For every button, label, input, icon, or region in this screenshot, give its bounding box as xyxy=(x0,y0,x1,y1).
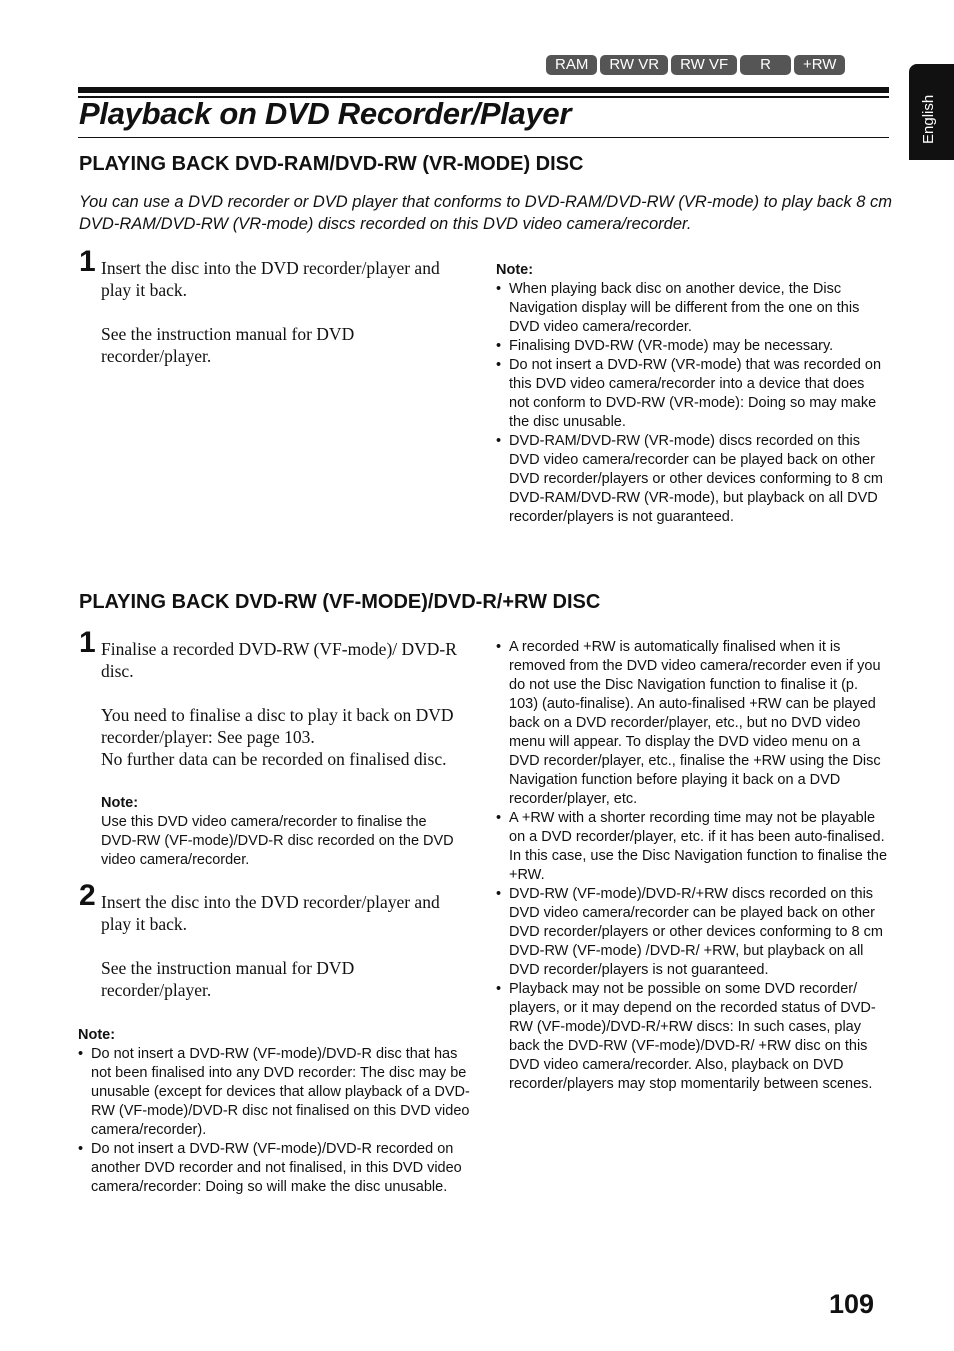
badge-r: R xyxy=(740,55,791,75)
note-item: • Playback may not be possible on some DVD recorder/ players, or it may depend on the recorded status of DVD-RW (VF-mode)/DVD-R/+RW discs: In such cases, play back the DVD-RW (VF-mode)/DVD-R/ +RW disc on this DVD video camera/recorder. Also, playback on DVD recorder/players may stop momentarily between scenes. xyxy=(496,980,890,1094)
language-label: English xyxy=(920,94,937,144)
section2-notes-left xyxy=(78,1026,470,1197)
step-instruction: Insert the disc into the DVD recorder/player and play it back. xyxy=(101,258,440,300)
disc-type-badges xyxy=(546,55,845,75)
step-instruction: Finalise a recorded DVD-RW (VF-mode)/ DVD-R disc. xyxy=(101,639,457,681)
section1-heading: PLAYING BACK DVD-RAM/DVD-RW (VR-MODE) DISC xyxy=(79,153,584,175)
step-detail: See the instruction manual for DVD recorder/player. xyxy=(101,958,355,1000)
page-title: Playback on DVD Recorder/Player xyxy=(79,96,572,131)
note-item: • DVD-RAM/DVD-RW (VR-mode) discs recorded on this DVD video camera/recorder can be played back on other DVD recorder/players or other devices conforming to 8 cm DVD-RAM/DVD-RW (VR-mode), but playback on all DVD recorder/players is not guaranteed. xyxy=(496,432,888,527)
step-detail: No further data can be recorded on finalised disc. xyxy=(101,749,447,769)
section2-step1-note xyxy=(101,794,465,870)
note-item: • A +RW with a shorter recording time may not be playable on a DVD recorder/player, etc. if it has been auto-finalised. In this case, use the Disc Navigation function to finalise the +RW. xyxy=(496,809,890,885)
page-number: 109 xyxy=(829,1289,875,1319)
section1-notes xyxy=(496,261,888,527)
step-number: 2 xyxy=(79,879,96,912)
note-text: Use this DVD video camera/recorder to finalise the DVD-RW (VF-mode)/DVD-R disc recorded on the DVD video camera/recorder. xyxy=(101,814,454,868)
step-instruction: Insert the disc into the DVD recorder/player and play it back. xyxy=(101,892,440,934)
language-tab xyxy=(909,64,954,160)
title-rule-bottom xyxy=(78,137,889,138)
step-detail: You need to finalise a disc to play it back on DVD recorder/player: See page 103. xyxy=(101,705,454,747)
note-item: • When playing back disc on another device, the Disc Navigation display will be different from the one on this DVD video camera/recorder. xyxy=(496,280,888,337)
step-detail: See the instruction manual for DVD recorder/player. xyxy=(101,324,355,366)
note-label: Note: xyxy=(101,795,139,811)
section2-notes-right xyxy=(496,638,890,1094)
badge-rw-vf: RW VF xyxy=(671,55,737,75)
title-rule-thick xyxy=(78,87,889,93)
note-label: Note: xyxy=(496,262,534,278)
badge-plus-rw: +RW xyxy=(794,55,845,75)
note-item: • Do not insert a DVD-RW (VF-mode)/DVD-R disc that has not been finalised into any DVD recorder: The disc may be unusable (except for devices that allow playback of a DVD-RW (VF-mode)/DVD-R disc not finalised on this DVD video camera/recorder). xyxy=(78,1045,470,1140)
step-number: 1 xyxy=(79,626,96,659)
section1-intro: You can use a DVD recorder or DVD player that conforms to DVD-RAM/DVD-RW (VR-mode) to play back 8 cm DVD-RAM/DVD-RW (VR-mode) discs recorded on this DVD video camera/recorder. xyxy=(79,193,893,233)
badge-rw-vr: RW VR xyxy=(600,55,668,75)
note-item: • A recorded +RW is automatically finalised when it is removed from the DVD video camera/recorder even if you do not use the Disc Navigation function to finalise it (p. 103) (auto-finalise). An auto-finalised +RW can be played back on a DVD recorder/player, etc., but no DVD video menu will appear. To display the DVD video menu on a DVD recorder/player, etc., finalise the +RW using the Disc Navigation function before playing it back on a DVD recorder/player, etc. xyxy=(496,638,890,809)
note-label: Note: xyxy=(78,1027,116,1043)
note-item: • Finalising DVD-RW (VR-mode) may be necessary. xyxy=(496,337,888,356)
note-item: • Do not insert a DVD-RW (VR-mode) that was recorded on this DVD video camera/recorder into a device that does not conform to DVD-RW (VR-mode): Doing so may make the disc unusable. xyxy=(496,356,888,432)
step-number: 1 xyxy=(79,245,96,278)
note-item: • DVD-RW (VF-mode)/DVD-R/+RW discs recorded on this DVD video camera/recorder can be played back on other DVD recorder/players or other devices conforming to 8 cm DVD-RW (VF-mode) /DVD-R/ +RW, but playback on all DVD recorder/players is not guaranteed. xyxy=(496,885,890,980)
section2-heading: PLAYING BACK DVD-RW (VF-MODE)/DVD-R/+RW DISC xyxy=(79,591,601,613)
badge-ram: RAM xyxy=(546,55,597,75)
note-item: • Do not insert a DVD-RW (VF-mode)/DVD-R recorded on another DVD recorder and not finalised, in this DVD video camera/recorder: Doing so will make the disc unusable. xyxy=(78,1140,470,1197)
